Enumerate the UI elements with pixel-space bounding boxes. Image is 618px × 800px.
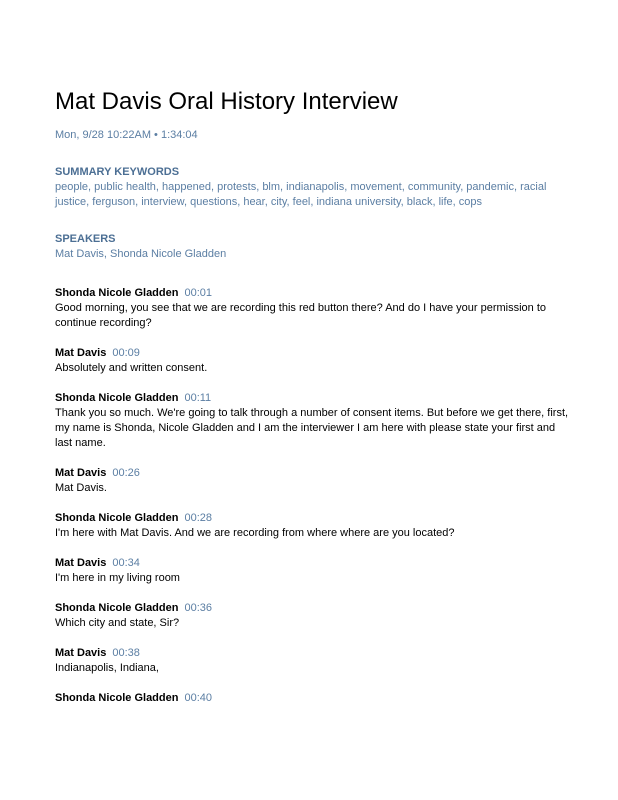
timestamp: 00:28 — [184, 512, 212, 524]
timestamp: 00:36 — [184, 602, 212, 614]
transcript-turn — [55, 556, 570, 586]
document-title: Mat Davis Oral History Interview — [55, 88, 398, 115]
speakers-list: Mat Davis, Shonda Nicole Gladden — [55, 248, 227, 260]
transcript-turn — [55, 646, 570, 676]
speaker-name: Mat Davis — [55, 557, 107, 569]
recording-meta: Mon, 9/28 10:22AM • 1:34:04 — [55, 129, 198, 141]
speaker-name: Shonda Nicole Gladden — [55, 392, 179, 404]
transcript-turn — [55, 391, 570, 451]
utterance-text: Indianapolis, Indiana, — [55, 662, 159, 674]
timestamp: 00:01 — [184, 287, 212, 299]
utterance-text: Good morning, you see that we are recording this red button there? And do I have your permission to continue recording? — [55, 302, 547, 329]
transcript-turn — [55, 466, 570, 496]
speaker-name: Shonda Nicole Gladden — [55, 602, 179, 614]
utterance-text: Which city and state, Sir? — [55, 617, 180, 629]
utterance-text: Mat Davis. — [55, 482, 107, 494]
speakers-section — [55, 232, 575, 262]
utterance-text: Thank you so much. We're going to talk through a number of consent items. But before we get there, first, my name is Shonda, Nicole Gladden and I am the interviewer I am here with please state your first and last name. — [55, 407, 569, 449]
timestamp: 00:34 — [112, 557, 140, 569]
transcript-turn — [55, 286, 570, 331]
speaker-name: Shonda Nicole Gladden — [55, 512, 179, 524]
timestamp: 00:11 — [184, 392, 212, 404]
transcript-turn — [55, 601, 570, 631]
timestamp: 00:40 — [184, 692, 212, 704]
utterance-text: Absolutely and written consent. — [55, 362, 208, 374]
summary-keywords-list: people, public health, happened, protests, blm, indianapolis, movement, community, pandemic, racial justice, ferguson, interview, questions, hear, city, feel, indiana university, black, life, cops — [55, 181, 547, 208]
timestamp: 00:09 — [112, 347, 140, 359]
transcript-turn — [55, 691, 570, 706]
timestamp: 00:26 — [112, 467, 140, 479]
utterance-text: I'm here with Mat Davis. And we are recording from where where are you located? — [55, 527, 455, 539]
speaker-name: Shonda Nicole Gladden — [55, 287, 179, 299]
speaker-name: Mat Davis — [55, 647, 107, 659]
utterance-text: I'm here in my living room — [55, 572, 180, 584]
speakers-heading: SPEAKERS — [55, 233, 116, 245]
speaker-name: Mat Davis — [55, 467, 107, 479]
transcript-turn — [55, 511, 570, 541]
timestamp: 00:38 — [112, 647, 140, 659]
summary-keywords-heading: SUMMARY KEYWORDS — [55, 166, 180, 178]
transcript-turn — [55, 346, 570, 376]
transcript — [55, 286, 570, 721]
summary-keywords-section — [55, 165, 575, 210]
speaker-name: Mat Davis — [55, 347, 107, 359]
speaker-name: Shonda Nicole Gladden — [55, 692, 179, 704]
